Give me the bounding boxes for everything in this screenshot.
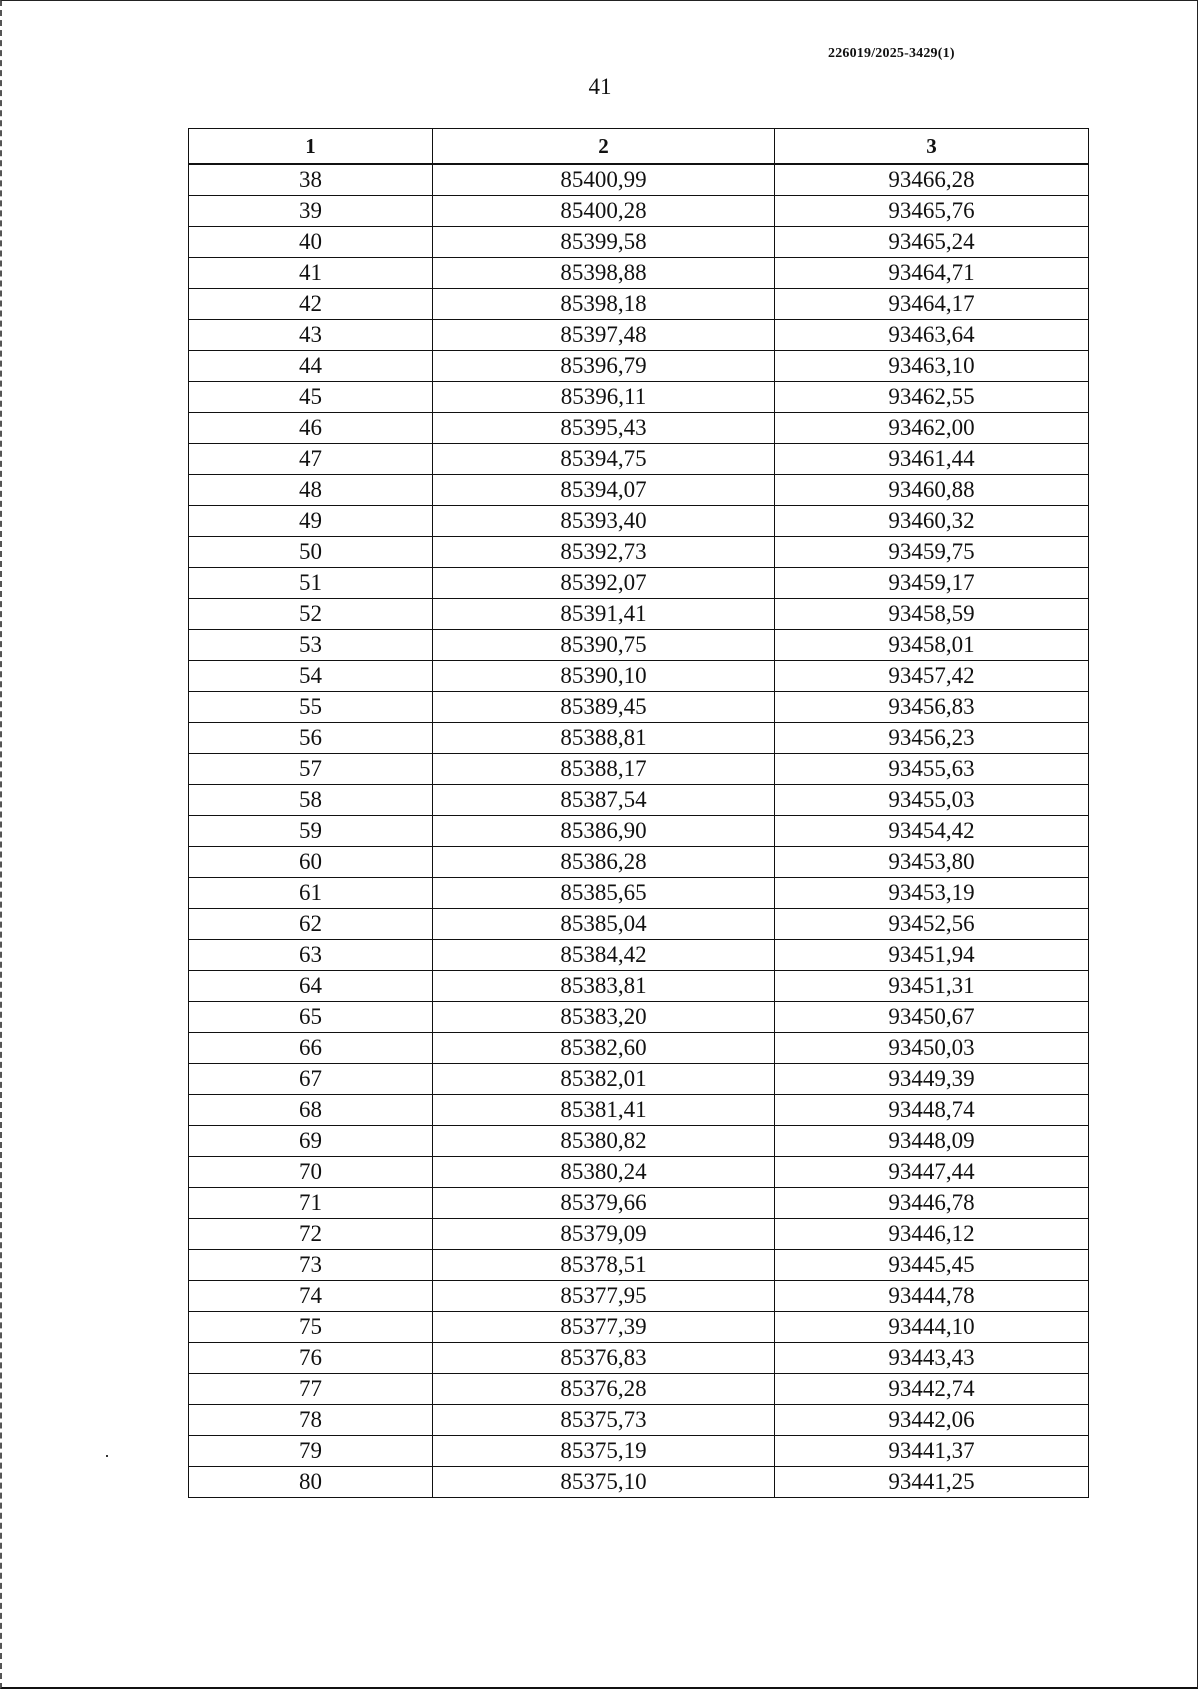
- table-row: [189, 227, 1089, 258]
- table-row: [189, 1002, 1089, 1033]
- point-number-cell: 51: [189, 568, 433, 599]
- point-number-cell: 63: [189, 940, 433, 971]
- point-number-cell: 69: [189, 1126, 433, 1157]
- x-coordinate-cell: 85385,65: [433, 878, 775, 909]
- table-row: [189, 723, 1089, 754]
- x-coordinate-cell: 85383,81: [433, 971, 775, 1002]
- point-number-cell: 65: [189, 1002, 433, 1033]
- table-row: [189, 940, 1089, 971]
- point-number-cell: 78: [189, 1405, 433, 1436]
- point-number-cell: 62: [189, 909, 433, 940]
- y-coordinate-cell: 93461,44: [775, 444, 1089, 475]
- table-row: [189, 1033, 1089, 1064]
- y-coordinate-cell: 93462,55: [775, 382, 1089, 413]
- y-coordinate-cell: 93442,74: [775, 1374, 1089, 1405]
- y-coordinate-cell: 93449,39: [775, 1064, 1089, 1095]
- table-row: [189, 351, 1089, 382]
- x-coordinate-cell: 85396,79: [433, 351, 775, 382]
- x-coordinate-cell: 85384,42: [433, 940, 775, 971]
- table-row: [189, 599, 1089, 630]
- table-row: [189, 506, 1089, 537]
- table-row: [189, 382, 1089, 413]
- point-number-cell: 75: [189, 1312, 433, 1343]
- point-number-cell: 43: [189, 320, 433, 351]
- table-row: [189, 1436, 1089, 1467]
- header-row: [189, 129, 1089, 165]
- table-row: [189, 816, 1089, 847]
- y-coordinate-cell: 93447,44: [775, 1157, 1089, 1188]
- x-coordinate-cell: 85375,19: [433, 1436, 775, 1467]
- y-coordinate-cell: 93463,10: [775, 351, 1089, 382]
- y-coordinate-cell: 93450,03: [775, 1033, 1089, 1064]
- point-number-cell: 50: [189, 537, 433, 568]
- y-coordinate-cell: 93458,01: [775, 630, 1089, 661]
- x-coordinate-cell: 85388,17: [433, 754, 775, 785]
- point-number-cell: 64: [189, 971, 433, 1002]
- table-row: [189, 1064, 1089, 1095]
- point-number-cell: 46: [189, 413, 433, 444]
- x-coordinate-cell: 85392,73: [433, 537, 775, 568]
- coordinates-table: [188, 128, 1089, 1498]
- point-number-cell: 74: [189, 1281, 433, 1312]
- y-coordinate-cell: 93451,31: [775, 971, 1089, 1002]
- column-header-3: 3: [775, 129, 1089, 165]
- x-coordinate-cell: 85391,41: [433, 599, 775, 630]
- point-number-cell: 77: [189, 1374, 433, 1405]
- table-row: [189, 1188, 1089, 1219]
- y-coordinate-cell: 93465,24: [775, 227, 1089, 258]
- point-number-cell: 40: [189, 227, 433, 258]
- column-header-2: 2: [433, 129, 775, 165]
- point-number-cell: 80: [189, 1467, 433, 1498]
- x-coordinate-cell: 85400,28: [433, 196, 775, 227]
- x-coordinate-cell: 85397,48: [433, 320, 775, 351]
- point-number-cell: 66: [189, 1033, 433, 1064]
- table-row: [189, 1126, 1089, 1157]
- y-coordinate-cell: 93446,12: [775, 1219, 1089, 1250]
- x-coordinate-cell: 85396,11: [433, 382, 775, 413]
- x-coordinate-cell: 85400,99: [433, 164, 775, 196]
- y-coordinate-cell: 93441,37: [775, 1436, 1089, 1467]
- table-row: [189, 630, 1089, 661]
- point-number-cell: 72: [189, 1219, 433, 1250]
- y-coordinate-cell: 93455,63: [775, 754, 1089, 785]
- table-row: [189, 1374, 1089, 1405]
- x-coordinate-cell: 85389,45: [433, 692, 775, 723]
- x-coordinate-cell: 85393,40: [433, 506, 775, 537]
- point-number-cell: 49: [189, 506, 433, 537]
- y-coordinate-cell: 93459,75: [775, 537, 1089, 568]
- y-coordinate-cell: 93444,78: [775, 1281, 1089, 1312]
- table-header: [189, 129, 1089, 165]
- x-coordinate-cell: 85382,01: [433, 1064, 775, 1095]
- x-coordinate-cell: 85398,88: [433, 258, 775, 289]
- table-row: [189, 754, 1089, 785]
- x-coordinate-cell: 85382,60: [433, 1033, 775, 1064]
- y-coordinate-cell: 93456,83: [775, 692, 1089, 723]
- x-coordinate-cell: 85386,90: [433, 816, 775, 847]
- y-coordinate-cell: 93463,64: [775, 320, 1089, 351]
- x-coordinate-cell: 85377,95: [433, 1281, 775, 1312]
- y-coordinate-cell: 93451,94: [775, 940, 1089, 971]
- point-number-cell: 59: [189, 816, 433, 847]
- point-number-cell: 68: [189, 1095, 433, 1126]
- y-coordinate-cell: 93457,42: [775, 661, 1089, 692]
- table-row: [189, 1157, 1089, 1188]
- x-coordinate-cell: 85394,75: [433, 444, 775, 475]
- point-number-cell: 41: [189, 258, 433, 289]
- point-number-cell: 45: [189, 382, 433, 413]
- x-coordinate-cell: 85376,83: [433, 1343, 775, 1374]
- point-number-cell: 42: [189, 289, 433, 320]
- x-coordinate-cell: 85379,66: [433, 1188, 775, 1219]
- y-coordinate-cell: 93456,23: [775, 723, 1089, 754]
- x-coordinate-cell: 85378,51: [433, 1250, 775, 1281]
- table-row: [189, 289, 1089, 320]
- document-id: 226019/2025-3429(1): [828, 46, 955, 61]
- table-row: [189, 258, 1089, 289]
- table-row: [189, 444, 1089, 475]
- y-coordinate-cell: 93464,17: [775, 289, 1089, 320]
- page-number: 41: [588, 74, 612, 99]
- x-coordinate-cell: 85380,82: [433, 1126, 775, 1157]
- y-coordinate-cell: 93453,80: [775, 847, 1089, 878]
- scan-speck: [106, 1455, 108, 1457]
- point-number-cell: 48: [189, 475, 433, 506]
- point-number-cell: 39: [189, 196, 433, 227]
- table-row: [189, 1312, 1089, 1343]
- table-row: [189, 568, 1089, 599]
- y-coordinate-cell: 93458,59: [775, 599, 1089, 630]
- y-coordinate-cell: 93454,42: [775, 816, 1089, 847]
- y-coordinate-cell: 93443,43: [775, 1343, 1089, 1374]
- y-coordinate-cell: 93465,76: [775, 196, 1089, 227]
- y-coordinate-cell: 93452,56: [775, 909, 1089, 940]
- y-coordinate-cell: 93448,74: [775, 1095, 1089, 1126]
- y-coordinate-cell: 93448,09: [775, 1126, 1089, 1157]
- x-coordinate-cell: 85379,09: [433, 1219, 775, 1250]
- y-coordinate-cell: 93464,71: [775, 258, 1089, 289]
- table-row: [189, 320, 1089, 351]
- table-row: [189, 1405, 1089, 1436]
- y-coordinate-cell: 93444,10: [775, 1312, 1089, 1343]
- point-number-cell: 55: [189, 692, 433, 723]
- table-row: [189, 878, 1089, 909]
- y-coordinate-cell: 93462,00: [775, 413, 1089, 444]
- table-row: [189, 661, 1089, 692]
- column-header-1: 1: [189, 129, 433, 165]
- table-row: [189, 1095, 1089, 1126]
- y-coordinate-cell: 93445,45: [775, 1250, 1089, 1281]
- point-number-cell: 52: [189, 599, 433, 630]
- point-number-cell: 53: [189, 630, 433, 661]
- x-coordinate-cell: 85385,04: [433, 909, 775, 940]
- x-coordinate-cell: 85377,39: [433, 1312, 775, 1343]
- y-coordinate-cell: 93450,67: [775, 1002, 1089, 1033]
- point-number-cell: 70: [189, 1157, 433, 1188]
- table-row: [189, 909, 1089, 940]
- table-row: [189, 785, 1089, 816]
- point-number-cell: 56: [189, 723, 433, 754]
- y-coordinate-cell: 93459,17: [775, 568, 1089, 599]
- point-number-cell: 71: [189, 1188, 433, 1219]
- x-coordinate-cell: 85392,07: [433, 568, 775, 599]
- x-coordinate-cell: 85387,54: [433, 785, 775, 816]
- x-coordinate-cell: 85390,10: [433, 661, 775, 692]
- x-coordinate-cell: 85386,28: [433, 847, 775, 878]
- x-coordinate-cell: 85381,41: [433, 1095, 775, 1126]
- table-row: [189, 1250, 1089, 1281]
- x-coordinate-cell: 85388,81: [433, 723, 775, 754]
- y-coordinate-cell: 93453,19: [775, 878, 1089, 909]
- point-number-cell: 38: [189, 164, 433, 196]
- x-coordinate-cell: 85375,73: [433, 1405, 775, 1436]
- y-coordinate-cell: 93460,88: [775, 475, 1089, 506]
- table-row: [189, 164, 1089, 196]
- x-coordinate-cell: 85390,75: [433, 630, 775, 661]
- table-row: [189, 692, 1089, 723]
- x-coordinate-cell: 85394,07: [433, 475, 775, 506]
- point-number-cell: 61: [189, 878, 433, 909]
- x-coordinate-cell: 85383,20: [433, 1002, 775, 1033]
- x-coordinate-cell: 85399,58: [433, 227, 775, 258]
- x-coordinate-cell: 85380,24: [433, 1157, 775, 1188]
- table-row: [189, 971, 1089, 1002]
- y-coordinate-cell: 93466,28: [775, 164, 1089, 196]
- table-row: [189, 1281, 1089, 1312]
- x-coordinate-cell: 85376,28: [433, 1374, 775, 1405]
- table-row: [189, 1219, 1089, 1250]
- table-body: [189, 164, 1089, 1498]
- table-row: [189, 1343, 1089, 1374]
- point-number-cell: 79: [189, 1436, 433, 1467]
- table-row: [189, 475, 1089, 506]
- table-row: [189, 196, 1089, 227]
- table-row: [189, 847, 1089, 878]
- y-coordinate-cell: 93441,25: [775, 1467, 1089, 1498]
- x-coordinate-cell: 85395,43: [433, 413, 775, 444]
- y-coordinate-cell: 93442,06: [775, 1405, 1089, 1436]
- y-coordinate-cell: 93446,78: [775, 1188, 1089, 1219]
- table-row: [189, 413, 1089, 444]
- point-number-cell: 67: [189, 1064, 433, 1095]
- point-number-cell: 73: [189, 1250, 433, 1281]
- point-number-cell: 44: [189, 351, 433, 382]
- point-number-cell: 76: [189, 1343, 433, 1374]
- point-number-cell: 47: [189, 444, 433, 475]
- x-coordinate-cell: 85375,10: [433, 1467, 775, 1498]
- point-number-cell: 57: [189, 754, 433, 785]
- y-coordinate-cell: 93455,03: [775, 785, 1089, 816]
- point-number-cell: 58: [189, 785, 433, 816]
- table-row: [189, 1467, 1089, 1498]
- table-row: [189, 537, 1089, 568]
- point-number-cell: 60: [189, 847, 433, 878]
- point-number-cell: 54: [189, 661, 433, 692]
- y-coordinate-cell: 93460,32: [775, 506, 1089, 537]
- x-coordinate-cell: 85398,18: [433, 289, 775, 320]
